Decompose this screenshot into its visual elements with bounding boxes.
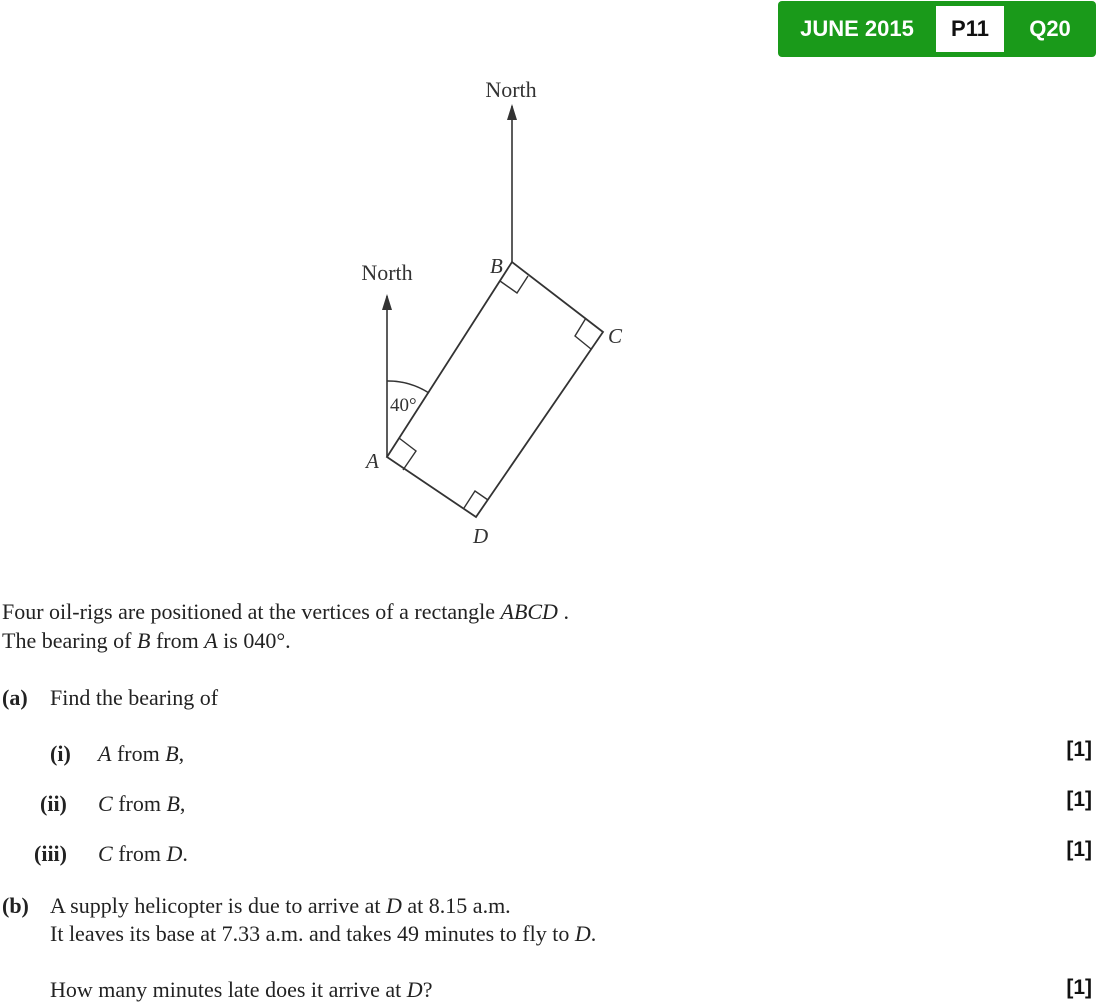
text: at 8.15 a.m. bbox=[401, 893, 511, 918]
angle-arc bbox=[387, 381, 429, 393]
intro-text: The bearing of bbox=[2, 628, 137, 653]
intro-var: ABCD bbox=[500, 599, 558, 624]
var: B bbox=[165, 741, 179, 766]
right-angle-b bbox=[500, 276, 528, 293]
part-a-ii-text bbox=[98, 790, 185, 818]
var: C bbox=[98, 791, 113, 816]
text: from bbox=[111, 741, 166, 766]
badge-session: JUNE 2015 bbox=[800, 16, 914, 41]
part-a-iii-label: (iii) bbox=[34, 841, 67, 866]
var: D bbox=[574, 921, 591, 946]
punct: , bbox=[178, 741, 185, 766]
var: B bbox=[166, 791, 180, 816]
intro-line-1 bbox=[2, 598, 569, 626]
part-b-mark: [1] bbox=[1066, 976, 1092, 999]
text: A supply helicopter is due to arrive at bbox=[50, 893, 387, 918]
part-a-iii-mark: [1] bbox=[1066, 838, 1092, 861]
right-angle-a bbox=[399, 438, 416, 470]
north-arrow-b-head bbox=[507, 104, 517, 120]
intro-text: Four oil-rigs are positioned at the vertices of a rectangle bbox=[2, 599, 501, 624]
var: D bbox=[406, 977, 423, 1002]
var: C bbox=[98, 841, 113, 866]
vertex-c-label: C bbox=[608, 324, 623, 348]
text: . bbox=[590, 921, 597, 946]
text: from bbox=[112, 791, 167, 816]
text: from bbox=[112, 841, 167, 866]
part-b-line-2 bbox=[50, 920, 596, 948]
badge-question: Q20 bbox=[1029, 16, 1071, 41]
part-a-ii-label: (ii) bbox=[40, 791, 67, 816]
part-b-question bbox=[50, 976, 432, 1004]
part-a-iii-text bbox=[98, 840, 188, 868]
north-arrow-a-head bbox=[382, 294, 392, 310]
badge-paper: P11 bbox=[936, 6, 1004, 52]
north-label-b: North bbox=[485, 77, 537, 102]
vertex-b-label: B bbox=[490, 254, 503, 278]
var: A bbox=[98, 741, 112, 766]
text: How many minutes late does it arrive at bbox=[50, 977, 407, 1002]
punct: . bbox=[182, 841, 188, 866]
north-label-a: North bbox=[361, 260, 413, 285]
angle-label: 40° bbox=[390, 395, 417, 416]
vertex-d-label: D bbox=[473, 524, 489, 548]
part-a-i-mark: [1] bbox=[1066, 738, 1092, 761]
right-angle-c bbox=[575, 318, 591, 349]
intro-var: B bbox=[137, 628, 151, 653]
var: D bbox=[166, 841, 183, 866]
intro-line-2 bbox=[2, 627, 291, 655]
intro-var: A bbox=[204, 628, 218, 653]
vertex-a-label: A bbox=[366, 449, 379, 473]
text: It leaves its base at 7.33 a.m. and takes 49 minutes to fly to bbox=[50, 921, 575, 946]
punct: , bbox=[179, 791, 186, 816]
intro-end: . bbox=[557, 599, 569, 624]
text: ? bbox=[422, 977, 433, 1002]
part-a-i-text bbox=[98, 740, 184, 768]
part-a-i-label: (i) bbox=[50, 741, 71, 766]
part-a-ii-mark: [1] bbox=[1066, 788, 1092, 811]
var: D bbox=[386, 893, 402, 918]
part-a-prompt: Find the bearing of bbox=[50, 685, 219, 710]
part-b-line-1 bbox=[50, 892, 511, 920]
intro-text: from bbox=[150, 628, 205, 653]
intro-end: is 040°. bbox=[217, 628, 291, 653]
part-b-label: (b) bbox=[2, 893, 29, 918]
part-a-label: (a) bbox=[2, 685, 28, 710]
rectangle-abcd bbox=[387, 262, 603, 517]
